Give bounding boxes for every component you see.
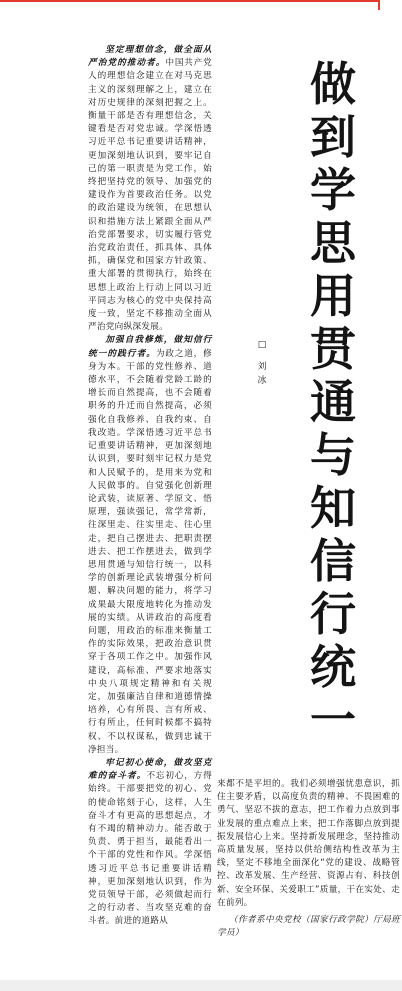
top-red-corner <box>378 0 380 10</box>
paragraph-body: 中国共产党人的理想信念建立在对马克思主义的深刻理解之上，建立在对历史规律的深刻把握之上。衡量干部是否有理想信念，关键看是否对党忠诚。学深悟透习近平总书记重要讲话精神，更加深刻地认识到，要牢记自己的第一职责是为党工作，始终把坚持党的领导、加强党的建设作为首要政治任务。以党的政治建设为统领，在思想认识和措施方法上紧跟全面从严治党部署要求，切实履行管党治党政治责任，抓具体、具体抓，确保党和国家方针政策、重大部署的贯彻执行，始终在思想上政治上行动上同以习近平同志为核心的党中央保持高度一致，坚定不移推动全面从严治党向纵深发展。 <box>88 58 212 333</box>
byline-char: 冰 <box>257 376 267 386</box>
headline-char: 学 <box>310 163 356 217</box>
headline-char: 到 <box>310 110 356 164</box>
byline-box: □ <box>257 340 267 350</box>
author-note: （作者系中央党校（国家行政学院）厅局班学员） <box>217 915 400 939</box>
headline <box>298 58 368 747</box>
top-red-rule <box>0 0 378 2</box>
paragraph <box>88 44 212 334</box>
paragraph-body: 为政之道，修身为本。干部的党性修养、道德水平，不会随着党龄工龄的增长而自然提高，也不会随着职务的升迁而自然提高，必须强化自我修养、自我约束、自我改造。学深悟透习近平总书记重要讲话精神，更加深刻地认识到，要时刻牢记权力是党和人民赋予的，是用来为党和人民做事的。自觉强化创新理论武装，读原著、学原文、悟原理，强读强记，常学常新，往深里走、往实里走、往心里走，把自己摆进去、把职责摆进去、把工作摆进去，做到学思用贯通与知信行统一，以科学的创新理论武装增强分析问题、解决问题的能力，将学习成果最大限度地转化为推动发展的实绩。从讲政治的高度看问题，用政治的标准来衡量工作的实际效果，把政治意识贯穿于各项工作之中。加强作风建设，高标准、严要求地落实中央八项规定精神和有关规定，加强廉洁自律和道德情操培养，心有所畏、言有所戒、行有所止，任何时候都不搞特权、不以权谋私，做到忠诚干净担当。 <box>88 348 212 755</box>
bottom-strip <box>0 980 402 991</box>
paragraph-lead: 牢记初心使命，做攻坚克难的奋斗者。 <box>88 757 212 782</box>
headline-char: 用 <box>310 269 356 323</box>
headline-char: 行 <box>310 587 356 641</box>
headline-char: 信 <box>310 534 356 588</box>
paragraph-lead: 坚定理想信念，做全面从严治党的推动者。 <box>88 45 212 69</box>
paragraph <box>88 334 212 757</box>
headline-char: 通 <box>310 375 356 429</box>
headline-char: 贯 <box>310 322 356 376</box>
headline-char: 做 <box>310 57 356 111</box>
headline-char: 统 <box>310 640 356 694</box>
paragraph-body: 不忘初心，方得始终。干部要把党的初心、党的使命铭刻于心，这样，人生奋斗才有更高的思想起点，才有不竭的精神动力。能否敢于负责、勇于担当，最能看出一个干部的党性和作风。学深悟透习近平总书记重要讲话精神，更加深刻地认识到，作为党员领导干部，必须做起而行之的行动者、当攻坚克难的奋斗者。前进的道路从 <box>88 771 212 927</box>
paragraph <box>88 757 212 929</box>
article-right-column <box>217 778 400 940</box>
paragraph-body: 来都不是平坦的。我们必须增强忧患意识，抓住主要矛盾，以高度负责的精神、不畏困难的勇气、坚忍不拔的意志，把工作着力点放到事业发展的重点难点上来，把工作落脚点放到提振发展信心上来。坚持新发展理念，坚持推动高质量发展，坚持以供给侧结构性改革为主线，坚定不移地全面深化“党的建设、战略管控、改革发展、生产经营、资源占有、科技创新、安全环保、关爱职工”质量，干在实处、走在前列。 <box>217 779 400 908</box>
paragraph-lead: 加强自我修炼，做知信行统一的践行者。 <box>88 335 212 359</box>
headline-char: 思 <box>310 216 356 270</box>
headline-char: 与 <box>310 428 356 482</box>
article-left-column <box>88 44 212 929</box>
byline <box>255 338 269 388</box>
byline-char: 刘 <box>257 362 267 372</box>
headline-char: 一 <box>310 693 356 747</box>
headline-char: 知 <box>310 481 356 535</box>
